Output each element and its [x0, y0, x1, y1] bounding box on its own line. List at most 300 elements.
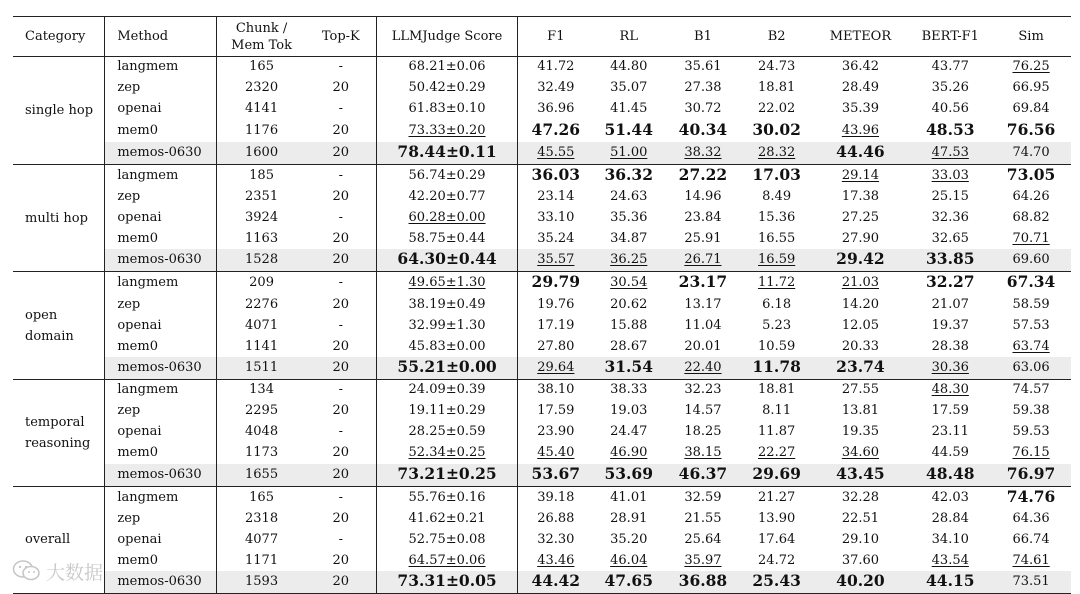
llmjudge-cell-value: 41.62±0.21	[408, 511, 486, 527]
f1-cell	[518, 509, 594, 530]
b2-cell-value: 6.18	[762, 296, 792, 312]
bert-f1-cell	[909, 142, 991, 165]
llmjudge-cell-value: 32.99±1.30	[408, 317, 486, 333]
bert-f1-cell	[909, 443, 991, 464]
topk-cell-value: 20	[332, 466, 350, 482]
topk-cell-value: 20	[332, 445, 350, 461]
method-cell	[105, 272, 217, 295]
sim-cell	[991, 380, 1071, 401]
b2-cell-value: 22.27	[758, 445, 796, 461]
bert-f1-cell-value: 32.27	[926, 272, 975, 292]
chunk-cell	[217, 401, 306, 422]
chunk-cell-value: 4141	[245, 101, 279, 117]
b2-cell-value: 24.72	[758, 552, 796, 568]
f1-cell-value: 35.57	[537, 252, 575, 268]
b1-cell	[664, 57, 742, 78]
sim-cell	[991, 529, 1071, 550]
llmjudge-cell-value: 52.75±0.08	[408, 531, 486, 547]
chunk-cell-value: 2318	[245, 511, 279, 527]
b1-cell-value: 13.17	[684, 296, 722, 312]
f1-cell	[518, 228, 594, 249]
meteor-cell	[811, 486, 909, 509]
method-cell-value: memos-0630	[117, 574, 202, 590]
b1-cell	[664, 422, 742, 443]
llmjudge-cell-value: 73.21±0.25	[397, 463, 497, 483]
sim-cell-value: 57.53	[1012, 317, 1050, 333]
rl-cell-value: 46.04	[610, 552, 648, 568]
header-rl: RL	[593, 17, 664, 57]
sim-cell-value: 69.84	[1012, 101, 1050, 117]
bert-f1-cell	[909, 120, 991, 142]
f1-cell	[518, 422, 594, 443]
rl-cell-value: 28.67	[610, 338, 648, 354]
llmjudge-cell-value: 56.74±0.29	[408, 167, 486, 183]
b1-cell	[664, 315, 742, 336]
rl-cell-value: 44.80	[610, 59, 648, 75]
sim-cell-value: 74.57	[1012, 382, 1050, 398]
method-cell-value: zep	[117, 80, 141, 96]
rl-cell	[593, 142, 664, 165]
meteor-cell-value: 29.14	[841, 167, 880, 183]
bert-f1-cell-value: 19.37	[931, 317, 969, 333]
table-row	[13, 228, 1071, 249]
topk-cell-value: 20	[332, 574, 350, 590]
bert-f1-cell	[909, 486, 991, 509]
b2-cell-value: 11.72	[758, 275, 796, 291]
bert-f1-cell	[909, 571, 991, 594]
chunk-cell-value: 209	[249, 275, 274, 291]
topk-cell	[306, 464, 377, 487]
rl-cell-value: 28.91	[610, 511, 648, 527]
meteor-cell-value: 44.46	[836, 141, 885, 161]
method-cell	[105, 509, 217, 530]
meteor-cell	[811, 464, 909, 487]
header-category: Category	[13, 17, 105, 57]
b2-cell-value: 24.73	[758, 59, 796, 75]
b1-cell	[664, 486, 742, 509]
sim-cell-value: 74.70	[1012, 144, 1050, 160]
f1-cell-value: 35.24	[537, 230, 575, 246]
llmjudge-cell	[376, 164, 517, 187]
meteor-cell-value: 29.10	[841, 531, 880, 547]
b2-cell-value: 25.43	[752, 571, 801, 591]
llmjudge-cell-value: 50.42±0.29	[408, 80, 486, 96]
f1-cell-value: 43.46	[537, 552, 575, 568]
rl-cell-value: 47.65	[604, 571, 654, 591]
rl-cell-value: 35.20	[610, 531, 648, 547]
method-cell-value: langmem	[117, 275, 179, 291]
header-topk: Top-K	[306, 17, 377, 57]
b2-cell	[742, 509, 812, 530]
topk-cell	[306, 401, 377, 422]
method-cell	[105, 294, 217, 315]
b1-cell	[664, 509, 742, 530]
chunk-cell	[217, 422, 306, 443]
llmjudge-cell	[376, 78, 517, 99]
table-row	[13, 187, 1071, 208]
f1-cell-value: 29.79	[531, 272, 581, 292]
b1-cell-value: 25.91	[684, 230, 722, 246]
sim-cell	[991, 422, 1071, 443]
b1-cell	[664, 228, 742, 249]
meteor-cell-value: 37.60	[841, 552, 880, 568]
method-cell	[105, 57, 217, 78]
b1-cell	[664, 380, 742, 401]
rl-cell	[593, 422, 664, 443]
b2-cell-value: 18.81	[758, 382, 796, 398]
f1-cell	[518, 357, 594, 380]
topk-cell	[306, 120, 377, 142]
rl-cell-value: 31.54	[604, 357, 654, 377]
method-cell	[105, 464, 217, 487]
topk-cell	[306, 142, 377, 165]
table-body	[13, 57, 1071, 594]
rl-cell	[593, 336, 664, 357]
meteor-cell-value: 29.42	[836, 249, 885, 269]
b2-cell	[742, 571, 812, 594]
header-method: Method	[105, 17, 217, 57]
chunk-cell	[217, 99, 306, 120]
meteor-cell-value: 21.03	[841, 275, 880, 291]
meteor-cell	[811, 443, 909, 464]
f1-cell	[518, 208, 594, 229]
rl-cell	[593, 120, 664, 142]
f1-cell	[518, 249, 594, 272]
chunk-cell-value: 165	[249, 59, 274, 75]
rl-cell-value: 51.44	[604, 119, 654, 139]
meteor-cell	[811, 422, 909, 443]
chunk-cell	[217, 208, 306, 229]
topk-cell	[306, 294, 377, 315]
rl-cell	[593, 249, 664, 272]
bert-f1-cell-value: 21.07	[931, 296, 969, 312]
header-b1: B1	[664, 17, 742, 57]
b1-cell-value: 21.55	[684, 511, 722, 527]
llmjudge-cell-value: 60.28±0.00	[408, 210, 486, 225]
meteor-cell	[811, 187, 909, 208]
f1-cell	[518, 164, 594, 187]
table-row	[13, 401, 1071, 422]
category-cell: multi hop	[13, 164, 105, 272]
topk-cell	[306, 164, 377, 187]
rl-cell-value: 53.69	[604, 463, 654, 483]
f1-cell	[518, 57, 594, 78]
b2-cell-value: 10.59	[758, 338, 796, 354]
b1-cell	[664, 78, 742, 99]
b2-cell-value: 17.64	[758, 531, 796, 547]
b2-cell	[742, 57, 812, 78]
b2-cell	[742, 228, 812, 249]
method-cell	[105, 120, 217, 142]
b1-cell	[664, 142, 742, 165]
sim-cell-value: 59.53	[1012, 424, 1050, 440]
b2-cell-value: 22.02	[758, 101, 796, 117]
f1-cell	[518, 187, 594, 208]
sim-cell-value: 74.76	[1006, 486, 1056, 506]
topk-cell-value: 20	[332, 122, 350, 138]
bert-f1-cell	[909, 529, 991, 550]
sim-cell	[991, 249, 1071, 272]
method-cell-value: langmem	[117, 167, 179, 183]
bert-f1-cell-value: 17.59	[931, 403, 969, 419]
f1-cell-value: 23.90	[537, 424, 575, 440]
sim-cell	[991, 315, 1071, 336]
topk-cell-value: 20	[332, 252, 350, 268]
table-row	[13, 380, 1071, 401]
chunk-cell	[217, 550, 306, 571]
table-row	[13, 294, 1071, 315]
b2-cell	[742, 380, 812, 401]
f1-cell-value: 33.10	[537, 210, 575, 225]
rl-cell-value: 24.47	[610, 424, 648, 440]
b2-cell	[742, 422, 812, 443]
topk-cell	[306, 228, 377, 249]
chunk-cell	[217, 78, 306, 99]
chunk-cell	[217, 357, 306, 380]
meteor-cell-value: 35.39	[841, 101, 880, 117]
bert-f1-cell	[909, 336, 991, 357]
category-cell: overall	[13, 486, 105, 594]
chunk-cell-value: 1655	[245, 466, 279, 482]
topk-cell-value: -	[338, 489, 344, 505]
sim-cell-value: 68.82	[1012, 210, 1050, 225]
b1-cell-value: 32.59	[684, 489, 722, 505]
bert-f1-cell	[909, 422, 991, 443]
topk-cell	[306, 529, 377, 550]
b2-cell	[742, 78, 812, 99]
llmjudge-cell	[376, 380, 517, 401]
category-cell: open domain	[13, 272, 105, 380]
rl-cell-value: 46.90	[610, 445, 648, 461]
llmjudge-cell-value: 45.83±0.00	[408, 338, 486, 354]
f1-cell	[518, 486, 594, 509]
bert-f1-cell	[909, 78, 991, 99]
meteor-cell-value: 28.49	[841, 80, 880, 96]
meteor-cell	[811, 208, 909, 229]
b1-cell-value: 40.34	[678, 119, 728, 139]
topk-cell-value: -	[338, 210, 344, 225]
llmjudge-cell	[376, 509, 517, 530]
llmjudge-cell-value: 28.25±0.59	[408, 424, 486, 440]
chunk-cell-value: 1171	[245, 552, 279, 568]
chunk-cell-value: 1141	[245, 338, 279, 354]
method-cell-value: openai	[117, 531, 162, 547]
sim-cell-value: 63.06	[1012, 360, 1050, 376]
header-f1: F1	[518, 17, 594, 57]
meteor-cell	[811, 164, 909, 187]
sim-cell	[991, 509, 1071, 530]
meteor-cell	[811, 228, 909, 249]
b1-cell-value: 35.97	[684, 552, 722, 568]
f1-cell-value: 44.42	[531, 571, 581, 591]
sim-cell-value: 73.51	[1012, 574, 1050, 590]
bert-f1-cell	[909, 401, 991, 422]
b1-cell	[664, 336, 742, 357]
chunk-cell	[217, 120, 306, 142]
topk-cell-value: 20	[332, 296, 350, 312]
meteor-cell-value: 23.74	[836, 357, 885, 377]
llmjudge-cell	[376, 443, 517, 464]
topk-cell	[306, 443, 377, 464]
rl-cell	[593, 294, 664, 315]
rl-cell	[593, 99, 664, 120]
chunk-cell-value: 2320	[245, 80, 279, 96]
rl-cell	[593, 464, 664, 487]
sim-cell	[991, 443, 1071, 464]
b2-cell	[742, 164, 812, 187]
llmjudge-cell-value: 78.44±0.11	[397, 141, 497, 161]
b2-cell	[742, 272, 812, 295]
llmjudge-cell-value: 64.57±0.06	[408, 552, 486, 568]
chunk-cell	[217, 443, 306, 464]
bert-f1-cell-value: 28.84	[931, 511, 969, 527]
llmjudge-cell	[376, 294, 517, 315]
meteor-cell	[811, 550, 909, 571]
llmjudge-cell-value: 19.11±0.29	[408, 403, 486, 419]
method-cell	[105, 228, 217, 249]
rl-cell-value: 30.54	[610, 275, 648, 291]
meteor-cell	[811, 272, 909, 295]
b2-cell	[742, 208, 812, 229]
method-cell	[105, 357, 217, 380]
b1-cell	[664, 187, 742, 208]
method-cell	[105, 187, 217, 208]
f1-cell-value: 17.59	[537, 403, 575, 419]
meteor-cell	[811, 571, 909, 594]
llmjudge-cell-value: 61.83±0.10	[408, 101, 486, 117]
topk-cell	[306, 571, 377, 594]
b2-cell	[742, 120, 812, 142]
chunk-cell	[217, 315, 306, 336]
f1-cell-value: 45.40	[537, 445, 575, 461]
b1-cell-value: 23.17	[678, 272, 728, 292]
method-cell-value: memos-0630	[117, 466, 202, 482]
b2-cell	[742, 401, 812, 422]
b2-cell-value: 11.78	[752, 357, 801, 377]
method-cell	[105, 380, 217, 401]
sim-cell-value: 70.71	[1012, 230, 1050, 246]
sim-cell	[991, 228, 1071, 249]
b1-cell-value: 11.04	[684, 317, 722, 333]
meteor-cell-value: 27.55	[841, 382, 880, 398]
llmjudge-cell	[376, 464, 517, 487]
f1-cell	[518, 78, 594, 99]
bert-f1-cell-value: 48.30	[931, 382, 969, 398]
topk-cell-value: -	[338, 101, 344, 117]
method-cell-value: zep	[117, 189, 141, 205]
method-cell-value: openai	[117, 210, 162, 225]
chunk-cell-value: 3924	[245, 210, 279, 225]
method-cell-value: openai	[117, 317, 162, 333]
rl-cell-value: 36.32	[604, 164, 654, 184]
sim-cell	[991, 571, 1071, 594]
llmjudge-cell-value: 58.75±0.44	[408, 230, 486, 246]
b1-cell-value: 14.96	[684, 189, 722, 205]
method-cell	[105, 401, 217, 422]
table-row	[13, 142, 1071, 165]
sim-cell	[991, 208, 1071, 229]
f1-cell	[518, 550, 594, 571]
topk-cell	[306, 357, 377, 380]
llmjudge-cell-value: 38.19±0.49	[408, 296, 486, 312]
bert-f1-cell	[909, 315, 991, 336]
topk-cell-value: 20	[332, 360, 350, 376]
table-row	[13, 249, 1071, 272]
method-cell	[105, 78, 217, 99]
b1-cell	[664, 99, 742, 120]
method-cell	[105, 99, 217, 120]
method-cell-value: memos-0630	[117, 360, 202, 376]
bert-f1-cell-value: 47.53	[931, 144, 969, 160]
rl-cell-value: 24.63	[610, 189, 648, 205]
method-cell	[105, 571, 217, 594]
f1-cell	[518, 294, 594, 315]
bert-f1-cell-value: 43.77	[931, 59, 969, 75]
b1-cell-value: 14.57	[684, 403, 722, 419]
topk-cell	[306, 380, 377, 401]
b2-cell-value: 16.59	[758, 252, 796, 268]
table-row	[13, 422, 1071, 443]
b1-cell	[664, 120, 742, 142]
f1-cell-value: 39.18	[537, 489, 575, 505]
meteor-cell-value: 40.20	[836, 571, 885, 591]
f1-cell-value: 45.55	[537, 144, 575, 160]
topk-cell	[306, 315, 377, 336]
meteor-cell	[811, 529, 909, 550]
sim-cell	[991, 120, 1071, 142]
b1-cell-value: 18.25	[684, 424, 722, 440]
meteor-cell	[811, 380, 909, 401]
f1-cell	[518, 380, 594, 401]
topk-cell	[306, 272, 377, 295]
bert-f1-cell-value: 30.36	[931, 360, 969, 376]
method-cell-value: langmem	[117, 489, 179, 505]
llmjudge-cell-value: 49.65±1.30	[408, 275, 486, 291]
f1-cell	[518, 443, 594, 464]
b2-cell	[742, 357, 812, 380]
meteor-cell-value: 34.60	[841, 445, 880, 461]
b2-cell-value: 21.27	[758, 489, 796, 505]
table-row	[13, 529, 1071, 550]
chunk-cell-value: 185	[249, 167, 274, 183]
chunk-cell	[217, 142, 306, 165]
topk-cell-value: 20	[332, 552, 350, 568]
bert-f1-cell	[909, 99, 991, 120]
rl-cell	[593, 401, 664, 422]
topk-cell	[306, 78, 377, 99]
llmjudge-cell	[376, 315, 517, 336]
topk-cell-value: 20	[332, 230, 350, 246]
bert-f1-cell	[909, 164, 991, 187]
chunk-cell	[217, 294, 306, 315]
method-cell	[105, 142, 217, 165]
topk-cell-value: 20	[332, 511, 350, 527]
chunk-cell	[217, 57, 306, 78]
llmjudge-cell-value: 73.33±0.20	[408, 122, 486, 138]
llmjudge-cell-value: 68.21±0.06	[408, 59, 486, 75]
sim-cell	[991, 57, 1071, 78]
table-row	[13, 464, 1071, 487]
b2-cell	[742, 529, 812, 550]
b1-cell-value: 38.15	[684, 445, 722, 461]
method-cell	[105, 486, 217, 509]
b2-cell-value: 5.23	[762, 317, 792, 333]
f1-cell	[518, 120, 594, 142]
meteor-cell	[811, 357, 909, 380]
llmjudge-cell	[376, 336, 517, 357]
llmjudge-cell	[376, 57, 517, 78]
meteor-cell-value: 27.25	[841, 210, 880, 225]
